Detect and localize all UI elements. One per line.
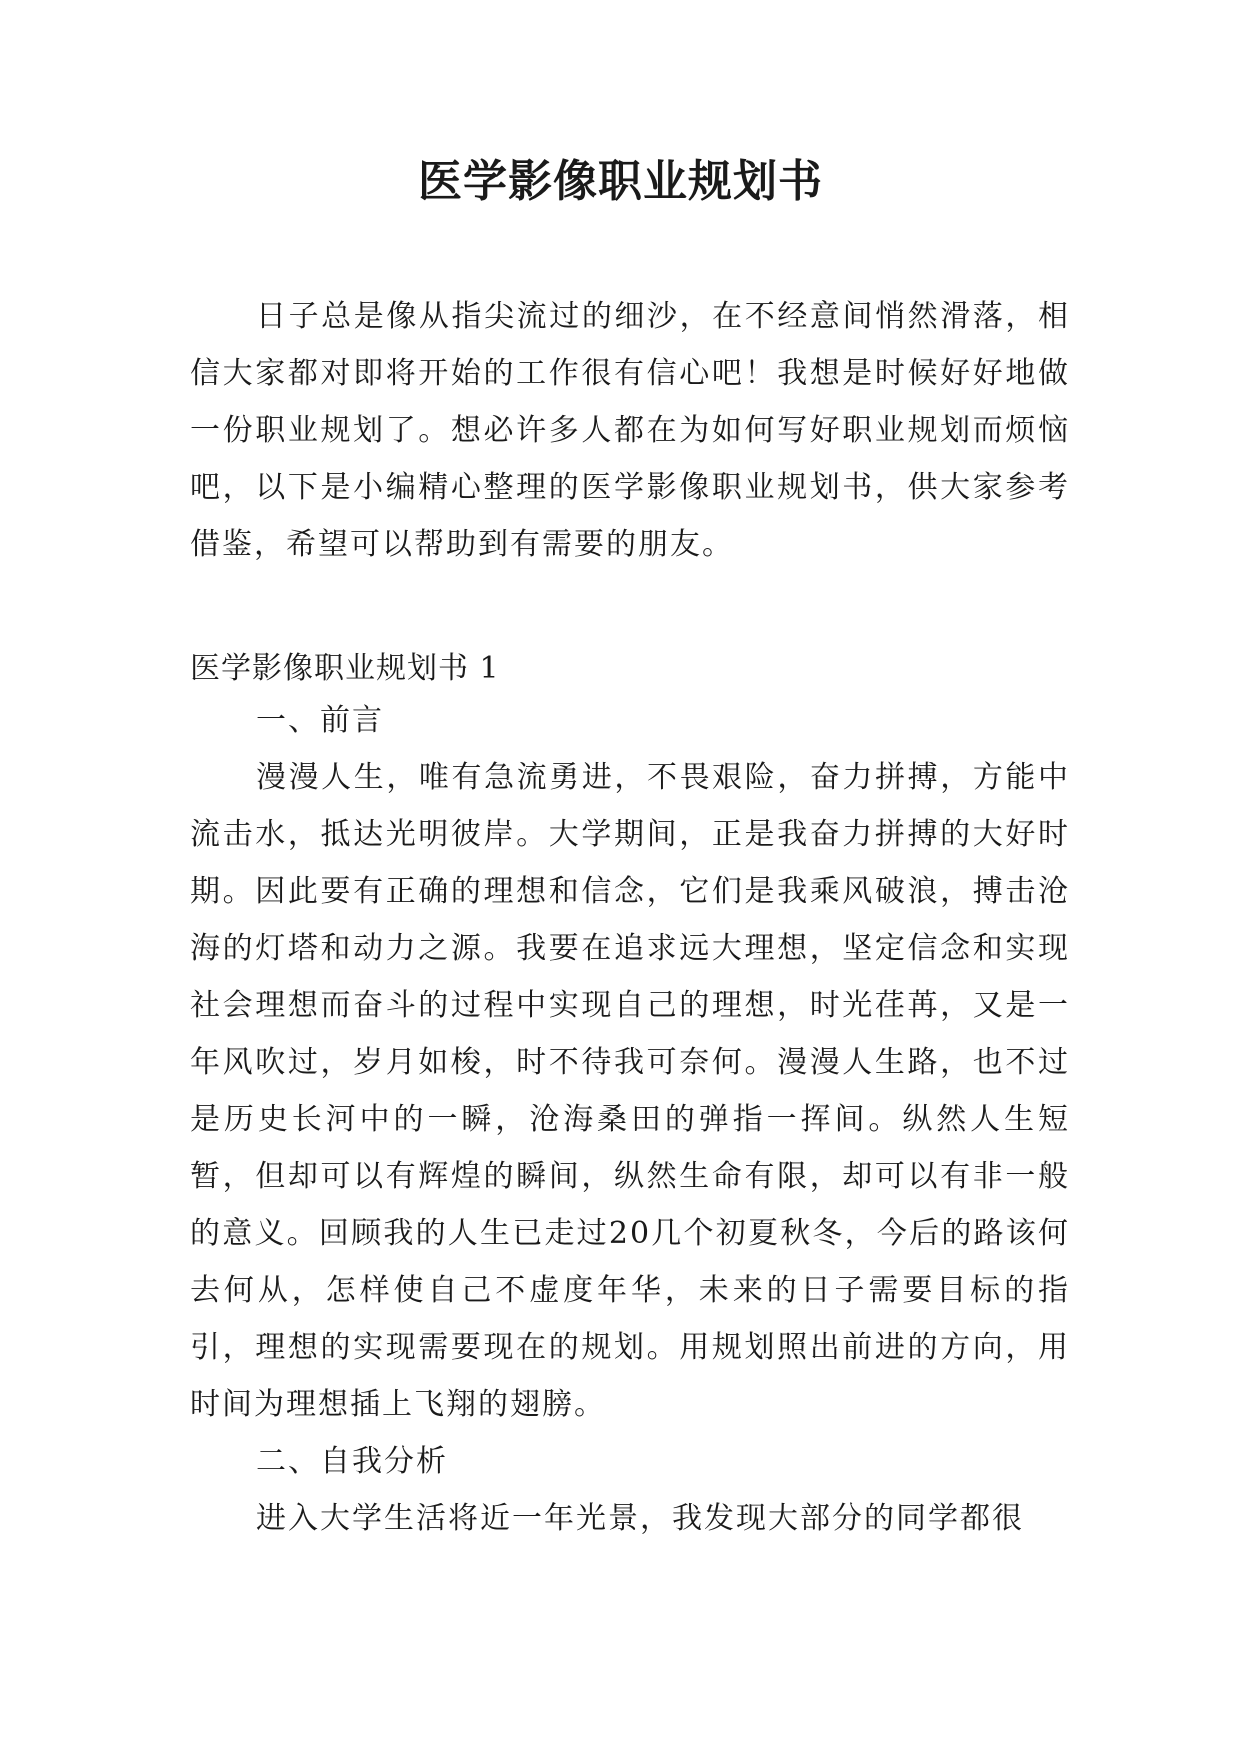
intro-paragraph: 日子总是像从指尖流过的细沙，在不经意间悄然滑落，相信大家都对即将开始的工作很有信心吧！我想是时候好好地做一份职业规划了。想必许多人都在为如何写好职业规划而烦恼吧，以下是小编精心整理的医学影像职业规划书，供大家参考借鉴，希望可以帮助到有需要的朋友。 xyxy=(190,299,1070,562)
section-title: 医学影像职业规划书 1 xyxy=(190,651,500,686)
document-title: 医学影像职业规划书 xyxy=(418,156,823,207)
self-analysis-paragraph: 进入大学生活将近一年光景，我发现大部分的同学都很 xyxy=(256,1501,1024,1536)
section-body xyxy=(190,692,1070,1547)
heading-preface: 一、前言 xyxy=(256,703,384,738)
preface-paragraph: 漫漫人生，唯有急流勇进，不畏艰险，奋力拼搏，方能中流击水，抵达光明彼岸。大学期间，正是我奋力拼搏的大好时期。因此要有正确的理想和信念，它们是我乘风破浪，搏击沧海的灯塔和动力之源。我要在追求远大理想，坚定信念和实现社会理想而奋斗的过程中实现自己的理想，时光荏苒，又是一年风吹过，岁月如梭，时不待我可奈何。漫漫人生路，也不过是历史长河中的一瞬，沧海桑田的弹指一挥间。纵然人生短暂，但却可以有辉煌的瞬间，纵然生命有限，却可以有非一般的意义。回顾我的人生已走过20几个初夏秋冬，今后的路该何去何从，怎样使自己不虚度年华，未来的日子需要目标的指引，理想的实现需要现在的规划。用规划照出前进的方向，用时间为理想插上飞翔的翅膀。 xyxy=(190,760,1070,1422)
heading-self-analysis: 二、自我分析 xyxy=(256,1444,448,1479)
